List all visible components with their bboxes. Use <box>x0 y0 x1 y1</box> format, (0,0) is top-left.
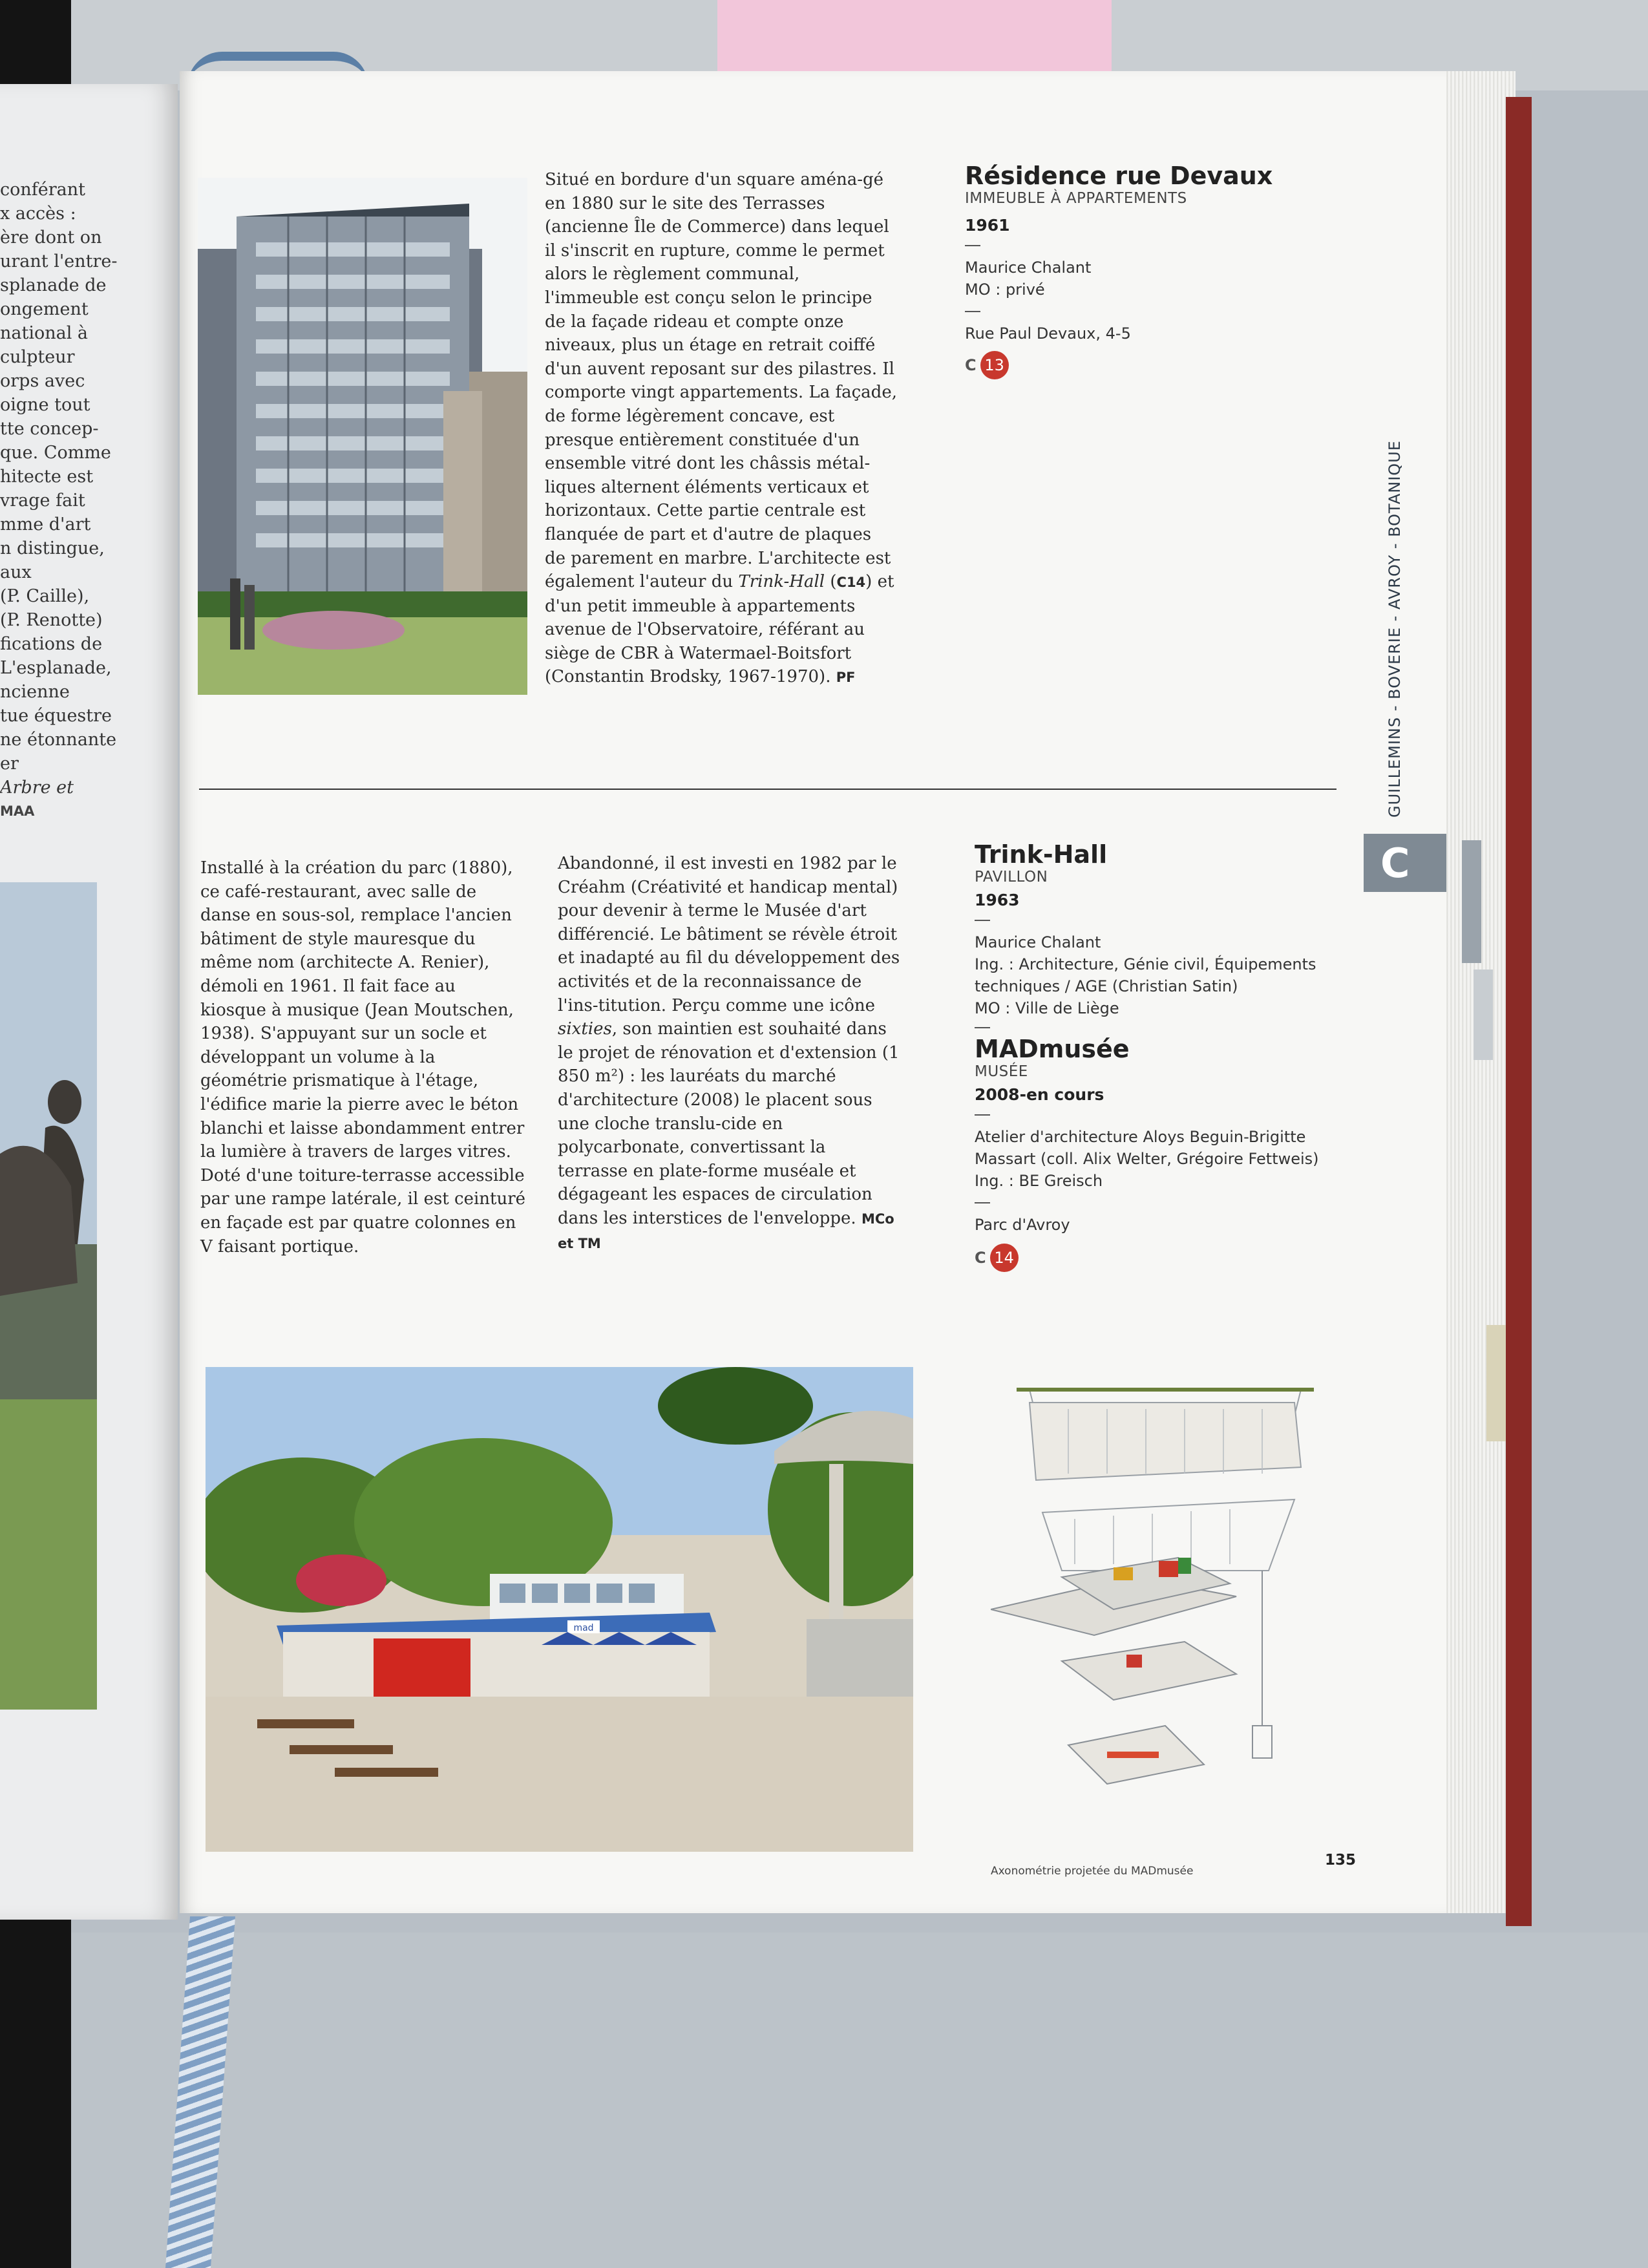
left-page-line: fications de <box>0 634 103 654</box>
left-page-line: ne étonnante <box>0 730 117 750</box>
entry1-address: Rue Paul Devaux, 4-5 <box>965 324 1131 343</box>
entry2-map-ref: C 14 <box>975 1244 1336 1272</box>
map-ref-badge: 14 <box>990 1244 1019 1272</box>
entry2-year2: 2008-en cours <box>975 1085 1104 1104</box>
left-page-line: vrage fait <box>0 491 85 511</box>
left-page-line: (P. Renotte) <box>0 610 103 630</box>
left-page-line: culpteur <box>0 347 75 367</box>
left-page-line: ère dont on <box>0 228 102 248</box>
section-side-label: GUILLEMINS - BOVERIE - AVROY - BOTANIQUE <box>1386 440 1404 818</box>
entry2-architect: Maurice Chalant <box>975 933 1101 951</box>
divider-dash <box>965 245 980 246</box>
axonometric-drawing <box>991 1364 1327 1861</box>
entry1-title: Résidence rue Devaux <box>965 162 1273 190</box>
entry2-engineering: Ing. : Architecture, Génie civil, Équipements techniques / AGE (Christian Satin) <box>975 955 1316 995</box>
entry2-column1: Installé à la création du parc (1880), ce café-restaurant, avec salle de danse en sous-sol, remplace l'ancien bâtiment de style mauresque du même nom (architecte A. Renier), démoli en 1961. Il fait face au kiosque à musique (Jean Moutschen, 1938). S'appuyant sur un socle et développant un volume à la géométrie prismatique à l'étage, l'édifice marie la pierre avec le béton blanchi et laisse abondamment entrer la lumière à travers de larges vitres. Doté d'une toiture-terrasse accessible par une rampe latérale, il est ceinturé en façade est par quatre colonnes en V faisant portique. <box>200 858 526 1256</box>
edge-tab <box>1474 970 1493 1060</box>
left-page-line: ongement <box>0 299 89 319</box>
left-page-line: er <box>0 754 19 774</box>
left-page-line: orps avec <box>0 371 85 391</box>
entry2-info <box>975 840 1336 1272</box>
page-number: 135 <box>1325 1852 1357 1869</box>
left-page-line: (P. Caille), <box>0 586 90 606</box>
book-page <box>180 71 1446 1913</box>
left-page-line: splanade de <box>0 275 107 295</box>
statue-photo <box>0 882 97 1710</box>
left-page-line: que. Comme <box>0 443 111 463</box>
drawing-caption: Axonométrie projetée du MADmusée <box>991 1865 1194 1878</box>
entry2-type2: MUSÉE <box>975 1063 1028 1080</box>
photo-sign: mad <box>573 1623 594 1633</box>
divider-dash <box>975 1202 990 1203</box>
left-page-line: conférant <box>0 180 85 200</box>
entry2-owner: MO : Ville de Liège <box>975 999 1119 1017</box>
sticky-note <box>717 0 1112 78</box>
left-page-line: x accès : <box>0 204 76 224</box>
edge-tab <box>1462 840 1481 963</box>
residence-devaux-photo <box>198 178 527 695</box>
entry2-type: PAVILLON <box>975 869 1048 885</box>
book-cover-edge <box>1506 97 1532 1926</box>
entry2-title2: MADmusée <box>975 1035 1130 1063</box>
entry2-architect2: Atelier d'architecture Aloys Beguin-Brigitte Massart (coll. Alix Welter, Grégoire Fettweis) <box>975 1128 1319 1168</box>
left-page-line: aux <box>0 562 32 582</box>
entry1-year: 1961 <box>965 216 1010 235</box>
left-page-photo <box>0 882 97 1710</box>
divider-dash <box>975 920 990 921</box>
entry2-title: Trink-Hall <box>975 840 1108 869</box>
left-page <box>0 84 178 1920</box>
left-page-line: mme d'art <box>0 514 91 535</box>
left-page-text <box>0 178 168 823</box>
entry1-owner: MO : privé <box>965 281 1045 299</box>
divider-dash <box>965 311 980 312</box>
divider-dash <box>975 1027 990 1028</box>
left-page-line: L'esplanade, <box>0 658 112 678</box>
section-divider <box>199 789 1336 790</box>
entry2-engineering2: Ing. : BE Greisch <box>975 1172 1103 1190</box>
left-page-line: national à <box>0 323 89 343</box>
entry1-type: IMMEUBLE À APPARTEMENTS <box>965 190 1187 207</box>
edge-tab <box>1486 1325 1506 1441</box>
trink-hall-photo <box>206 1367 913 1852</box>
left-page-line: tte concep- <box>0 419 99 439</box>
left-page-line: n distingue, <box>0 538 105 558</box>
entry2-address: Parc d'Avroy <box>975 1216 1070 1234</box>
map-ref-badge: 13 <box>980 351 1009 379</box>
left-page-line: hitecte est <box>0 467 94 487</box>
section-tab: C <box>1364 834 1446 892</box>
left-page-line: tue équestre <box>0 706 112 726</box>
left-page-line: Arbre et <box>0 778 74 798</box>
divider-dash <box>975 1114 990 1116</box>
scanner-background-bottom <box>0 1933 1648 2268</box>
left-page-line: ncienne <box>0 682 70 702</box>
entry2-column2: Abandonné, il est investi en 1982 par le Créahm (Créativité et handicap mental) pour devenir à terme le Musée d'art différencié. Le bâtiment se révèle étroit et inadapté au fil du développement des activités et de la reconnaissance de l'ins-titution. Perçu comme une icône sixties, son maintien est souhaité dans le projet de rénovation et d'extension (1 850 m²) : les lauréats du marché d'architecture (2008) le placent sous une cloche translu-cide en polycarbonate, convertissant la terrasse en plate-forme muséale et dégageant les espaces de circulation dans les interstices de l'enveloppe. MCo et TM <box>558 854 900 1251</box>
entry1-architect: Maurice Chalant <box>965 259 1092 277</box>
entry2-year: 1963 <box>975 891 1020 909</box>
left-page-line: oigne tout <box>0 395 90 415</box>
left-page-signature: MAA <box>0 803 35 819</box>
entry1-info <box>965 162 1353 379</box>
entry1-description: Situé en bordure d'un square aména-gé en 1880 sur le site des Terrasses (ancienne Île de Commerce) dans lequel il s'inscrit en rupture, comme le permet alors le règlement communal, l'immeuble est conçu selon le principe de la façade rideau et compte onze niveaux, plus un étage en retrait coiffé d'un auvent reposant sur des pilastres. Il comporte vingt appartements. La façade, de forme légèrement concave, est presque entièrement constituée d'un ensemble vitré dont les châssis métal-liques alternent éléments verticaux et horizontaux. Cette partie centrale est flanquée de part et d'autre de plaques de parement en marbre. L'architecte est également l'auteur du Trink-Hall (C14) et d'un petit immeuble à appartements avenue de l'Observatoire, référant au siège de CBR à Watermael-Boitsfort (Constantin Brodsky, 1967-1970). PF <box>545 170 897 687</box>
left-page-line: urant l'entre- <box>0 251 118 271</box>
entry1-map-ref: C 13 <box>965 351 1353 379</box>
